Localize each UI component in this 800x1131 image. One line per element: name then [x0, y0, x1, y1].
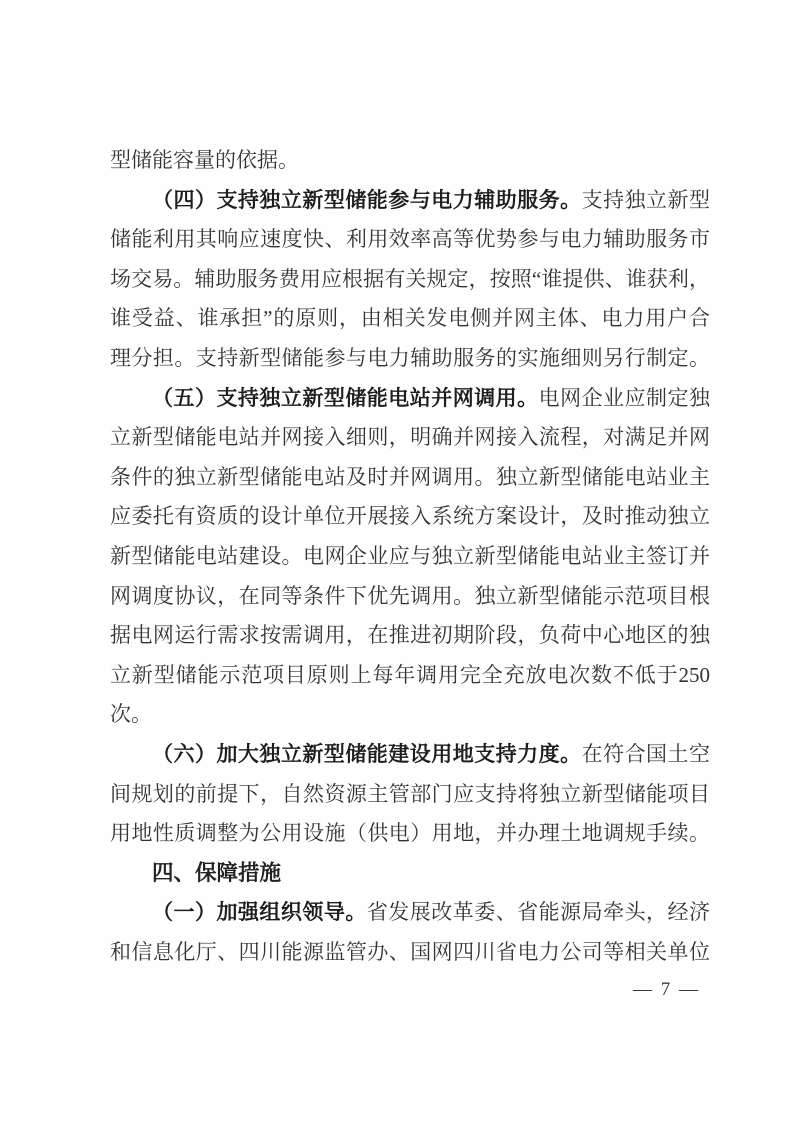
body-text-segment: 储能利用其响应速度快、利用效率高等优势参与电力辅助服务市 [110, 227, 710, 252]
text-line [110, 656, 710, 696]
text-line [110, 379, 710, 419]
body-text-segment: 网调度协议，在同等条件下优先调用。独立新型储能示范项目根 [110, 583, 710, 608]
text-line [110, 695, 710, 735]
clause-title-segment: （一）加强组织领导。 [152, 900, 367, 925]
body-text-segment: 型储能容量的依据。 [110, 148, 299, 172]
text-line [110, 775, 710, 815]
body-text-segment: 新型储能电站建设。电网企业应与独立新型储能电站业主签订并 [110, 543, 710, 568]
body-text-segment: 立新型储能电站并网接入细则，明确并网接入流程，对满足并网 [110, 425, 710, 450]
text-line [110, 418, 710, 458]
page-number: — 7 — [633, 979, 700, 1000]
text-line [110, 141, 710, 181]
body-text-segment: 据电网运行需求按需调用，在推进初期阶段，负荷中心地区的独 [110, 623, 710, 648]
text-line [110, 537, 710, 577]
clause-title-segment: （四）支持独立新型储能参与电力辅助服务。 [152, 187, 582, 212]
body-text-segment: 次。 [110, 702, 152, 727]
body-text-segment: 电网企业应制定独 [538, 385, 710, 410]
body-text-segment: 场交易。辅助服务费用应根据有关规定，按照“谁提供、谁获利， [110, 266, 710, 291]
clause-title-segment: （五）支持独立新型储能电站并网调用。 [152, 385, 539, 410]
text-line [110, 299, 710, 339]
text-line [110, 181, 710, 221]
body-text-segment: 应委托有资质的设计单位开展接入系统方案设计，及时推动独立 [110, 504, 710, 529]
text-line [110, 893, 710, 933]
text-line [110, 814, 710, 854]
clause-title-segment: （六）加大独立新型储能建设用地支持力度。 [152, 741, 582, 766]
section-heading: 四、保障措施 [152, 860, 282, 885]
body-text-segment: 立新型储能示范项目原则上每年调用完全充放电次数不低于250 [110, 662, 710, 687]
body-text-segment: 条件的独立新型储能电站及时并网调用。独立新型储能电站业主 [110, 464, 710, 489]
text-line [110, 458, 710, 498]
body-text-segment: 用地性质调整为公用设施（供电）用地，并办理土地调规手续。 [110, 821, 710, 846]
text-line [110, 735, 710, 775]
body-text-segment: 支持独立新型 [581, 187, 710, 212]
text-line [110, 339, 710, 379]
body-text-segment: 间规划的前提下，自然资源主管部门应支持将独立新型储能项目 [110, 781, 710, 806]
text-line [110, 933, 710, 973]
text-line [110, 854, 710, 894]
text-line [110, 260, 710, 300]
body-text-segment: 谁受益、谁承担”的原则，由相关发电侧并网主体、电力用户合 [110, 306, 710, 331]
text-line [110, 497, 710, 537]
body-text-segment: 和信息化厅、四川能源监管办、国网四川省电力公司等相关单位 [110, 939, 710, 964]
body-text-segment: 理分担。支持新型储能参与电力辅助服务的实施细则另行制定。 [110, 345, 710, 370]
body-text-segment: 在符合国土空 [581, 741, 710, 766]
text-line [110, 616, 710, 656]
text-line [110, 220, 710, 260]
document-body [110, 141, 710, 972]
text-line [110, 577, 710, 617]
body-text-segment: 省发展改革委、省能源局牵头，经济 [366, 900, 710, 925]
